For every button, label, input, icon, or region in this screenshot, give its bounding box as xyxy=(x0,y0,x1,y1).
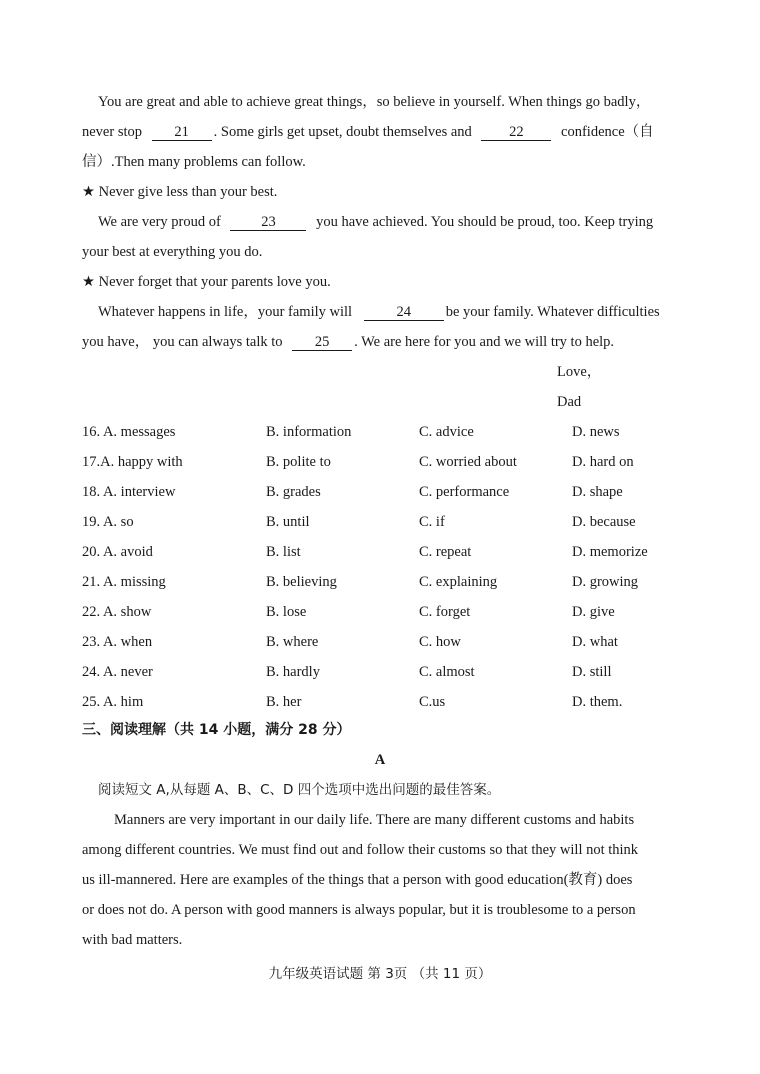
option-b: B. grades xyxy=(266,484,321,500)
text-fragment: you have achieved. You should be proud, too. Keep trying xyxy=(316,214,654,230)
option-c: C. performance xyxy=(419,484,510,500)
option-a: 18. A. interview xyxy=(82,484,176,500)
tip-heading: ★ Never give less than your best. xyxy=(82,184,278,200)
option-b: B. lose xyxy=(266,604,307,620)
option-c: C. how xyxy=(419,634,461,650)
option-d: D. growing xyxy=(572,574,639,590)
page-footer: 九年级英语试题 第 3页 （共 11 页） xyxy=(268,966,492,982)
blank-25: 25 xyxy=(292,334,352,351)
option-d: D. memorize xyxy=(572,544,648,560)
option-c: C.us xyxy=(419,694,446,710)
option-a: 22. A. show xyxy=(82,604,152,620)
option-b: B. her xyxy=(266,694,302,710)
text-fragment: Whatever happens in life，your family will xyxy=(98,304,353,320)
option-d: D. hard on xyxy=(572,454,634,470)
option-a: 16. A. messages xyxy=(82,424,176,440)
letter-line xyxy=(98,302,660,322)
option-row-25 xyxy=(0,692,760,712)
text-fragment: you have， you can always talk to xyxy=(82,334,283,350)
option-b: B. believing xyxy=(266,574,337,590)
letter-line xyxy=(82,122,654,142)
text-fragment: never stop xyxy=(82,124,142,140)
blank-23: 23 xyxy=(230,214,306,231)
option-c: C. advice xyxy=(419,424,474,440)
blank-24: 24 xyxy=(364,304,444,321)
option-row-21 xyxy=(0,572,760,592)
option-row-17 xyxy=(0,452,760,472)
option-b: B. list xyxy=(266,544,301,560)
section-heading: 三、阅读理解（共 14 小题，满分 28 分） xyxy=(82,722,351,738)
option-b: B. where xyxy=(266,634,319,650)
option-a: 25. A. him xyxy=(82,694,144,710)
option-c: C. if xyxy=(419,514,445,530)
option-a: 19. A. so xyxy=(82,514,134,530)
option-row-19 xyxy=(0,512,760,532)
blank-21: 21 xyxy=(152,124,212,141)
option-d: D. shape xyxy=(572,484,623,500)
letter-line xyxy=(98,212,653,232)
option-b: B. polite to xyxy=(266,454,331,470)
option-row-23 xyxy=(0,632,760,652)
option-d: D. give xyxy=(572,604,615,620)
option-b: B. information xyxy=(266,424,352,440)
text-fragment: . Some girls get upset, doubt themselves and xyxy=(213,124,472,140)
option-a: 17.A. happy with xyxy=(82,454,183,470)
option-b: B. hardly xyxy=(266,664,320,680)
option-c: C. forget xyxy=(419,604,471,620)
option-row-22 xyxy=(0,602,760,622)
option-a: 24. A. never xyxy=(82,664,153,680)
option-c: C. almost xyxy=(419,664,475,680)
option-a: 20. A. avoid xyxy=(82,544,153,560)
passage-line: or does not do. A person with good manners is always popular, but it is troublesome to a person xyxy=(82,902,636,918)
letter-closing: Love， xyxy=(557,364,602,380)
passage-line: with bad matters. xyxy=(82,932,183,948)
option-d: D. what xyxy=(572,634,618,650)
option-b: B. until xyxy=(266,514,310,530)
letter-signature: Dad xyxy=(557,394,582,410)
text-fragment: be your family. Whatever difficulties xyxy=(445,304,660,320)
option-c: C. explaining xyxy=(419,574,498,590)
blank-22: 22 xyxy=(481,124,551,141)
letter-line: You are great and able to achieve great things，so believe in yourself. When things go badly， xyxy=(98,94,651,110)
instruction: 阅读短文 A,从每题 A、B、C、D 四个选项中选出问题的最佳答案。 xyxy=(98,782,501,798)
option-d: D. still xyxy=(572,664,612,680)
option-a: 21. A. missing xyxy=(82,574,166,590)
passage-line: us ill-mannered. Here are examples of the things that a person with good education(教育) does xyxy=(82,872,633,888)
option-c: C. worried about xyxy=(419,454,517,470)
text-fragment: confidence（自 xyxy=(561,124,654,140)
option-row-24 xyxy=(0,662,760,682)
option-a: 23. A. when xyxy=(82,634,153,650)
text-fragment: We are very proud of xyxy=(98,214,221,230)
option-d: D. because xyxy=(572,514,636,530)
option-row-20 xyxy=(0,542,760,562)
text-fragment: . We are here for you and we will try to help. xyxy=(354,334,615,350)
option-d: D. news xyxy=(572,424,620,440)
passage-line: among different countries. We must find out and follow their customs so that they will not think xyxy=(82,842,639,858)
letter-line xyxy=(82,332,614,352)
passage-line: Manners are very important in our daily life. There are many different customs and habits xyxy=(114,812,635,828)
letter-line: your best at everything you do. xyxy=(82,244,263,260)
letter-line: 信）.Then many problems can follow. xyxy=(82,154,306,170)
option-c: C. repeat xyxy=(419,544,472,560)
option-row-16 xyxy=(0,422,760,442)
option-d: D. them. xyxy=(572,694,623,710)
option-row-18 xyxy=(0,482,760,502)
passage-letter: A xyxy=(374,752,386,768)
tip-heading: ★ Never forget that your parents love you. xyxy=(82,274,331,290)
